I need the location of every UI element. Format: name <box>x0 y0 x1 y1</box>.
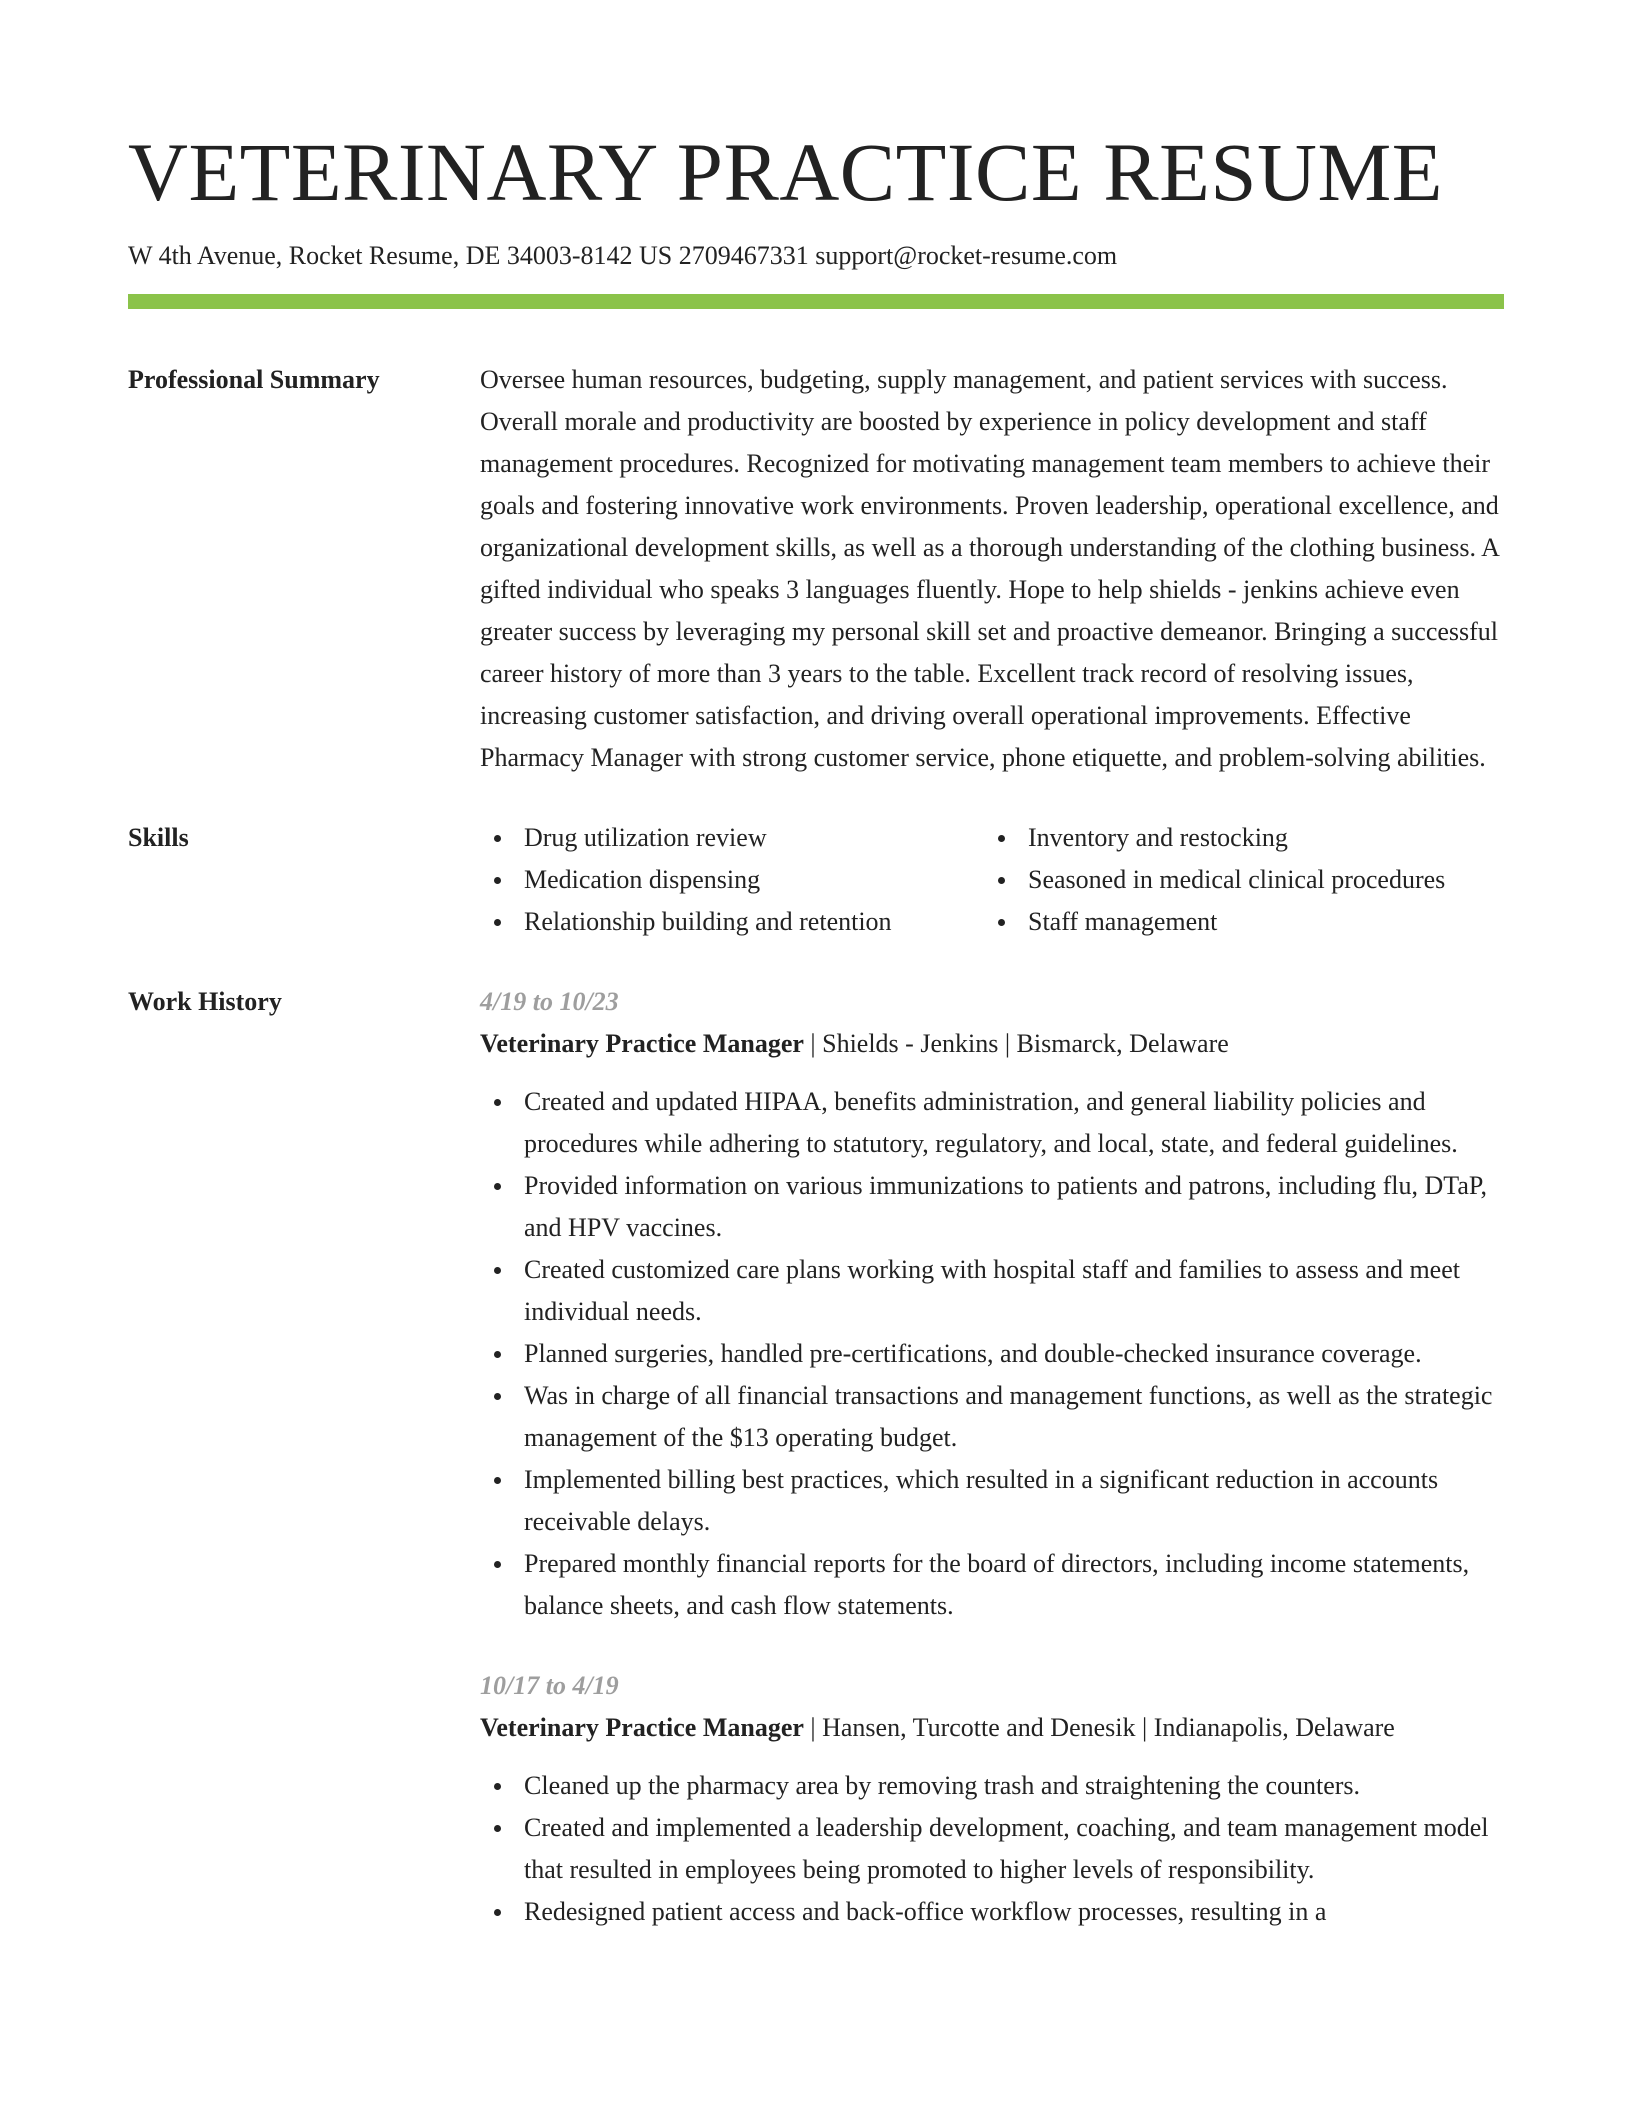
skill-item: Seasoned in medical clinical procedures <box>984 859 1445 901</box>
job-bullet: Created and implemented a leadership development, coaching, and team management model that resulted in employees being promoted to higher levels of responsibility. <box>480 1807 1504 1891</box>
section-skills <box>128 817 1504 943</box>
job-bullet: Redesigned patient access and back-office workflow processes, resulting in a <box>480 1891 1504 1933</box>
job-bullet: Cleaned up the pharmacy area by removing trash and straightening the counters. <box>480 1765 1504 1807</box>
summary-text: Oversee human resources, budgeting, supply management, and patient services with success. Overall morale and productivity are boosted by experience in policy development and staff management procedures. Recognized for motivating management team members to achieve their goals and fostering innovative work environments. Proven leadership, operational excellence, and organizational development skills, as well as a thorough understanding of the clothing business. A gifted individual who speaks 3 languages fluently. Hope to help shields - jenkins achieve even greater success by leveraging my personal skill set and proactive demeanor. Bringing a successful career history of more than 3 years to the table. Excellent track record of resolving issues, increasing customer satisfaction, and driving overall operational improvements. Effective Pharmacy Manager with strong customer service, phone etiquette, and problem-solving abilities. <box>480 365 1499 772</box>
skill-item: Relationship building and retention <box>480 901 984 943</box>
job-bullet: Created and updated HIPAA, benefits administration, and general liability policies and procedures while adhering to statutory, regulatory, and local, state, and federal guidelines. <box>480 1081 1504 1165</box>
job-bullets <box>480 1765 1504 1933</box>
skills-column-left <box>480 817 984 943</box>
job-bullet: Was in charge of all financial transactions and management functions, as well as the strategic management of the $13 operating budget. <box>480 1375 1504 1459</box>
section-professional-summary <box>128 359 1504 779</box>
job-details: | Hansen, Turcotte and Denesik | Indianapolis, Delaware <box>803 1713 1395 1742</box>
section-work-history <box>128 981 1504 1933</box>
job-entry <box>480 981 1504 1627</box>
skill-item: Staff management <box>984 901 1445 943</box>
resume-title: VETERINARY PRACTICE RESUME <box>128 126 1443 218</box>
job-entry <box>480 1665 1504 1933</box>
section-label-skills: Skills <box>128 823 189 852</box>
section-label-work: Work History <box>128 987 282 1016</box>
resume-page <box>128 120 1504 1933</box>
job-date: 10/17 to 4/19 <box>480 1671 619 1700</box>
skills-grid <box>480 817 1504 943</box>
skills-column-right <box>984 817 1445 943</box>
job-heading <box>480 1707 1504 1749</box>
skill-item: Inventory and restocking <box>984 817 1445 859</box>
job-bullet: Implemented billing best practices, which resulted in a significant reduction in accounts receivable delays. <box>480 1459 1504 1543</box>
job-date: 4/19 to 10/23 <box>480 987 619 1016</box>
accent-divider <box>128 294 1504 309</box>
skill-item: Drug utilization review <box>480 817 984 859</box>
job-title: Veterinary Practice Manager <box>480 1029 804 1058</box>
skill-item: Medication dispensing <box>480 859 984 901</box>
job-bullet: Prepared monthly financial reports for the board of directors, including income statements, balance sheets, and cash flow statements. <box>480 1543 1504 1627</box>
job-bullet: Provided information on various immunizations to patients and patrons, including flu, DTaP, and HPV vaccines. <box>480 1165 1504 1249</box>
work-body <box>480 981 1504 1933</box>
job-details: | Shields - Jenkins | Bismarck, Delaware <box>803 1029 1229 1058</box>
job-heading <box>480 1023 1504 1065</box>
section-label-summary: Professional Summary <box>128 365 380 394</box>
job-bullet: Created customized care plans working with hospital staff and families to assess and meet individual needs. <box>480 1249 1504 1333</box>
skills-body <box>480 817 1504 943</box>
summary-body <box>480 359 1504 779</box>
job-bullets <box>480 1081 1504 1627</box>
job-title: Veterinary Practice Manager <box>480 1713 804 1742</box>
job-bullet: Planned surgeries, handled pre-certifications, and double-checked insurance coverage. <box>480 1333 1504 1375</box>
contact-line: W 4th Avenue, Rocket Resume, DE 34003-8142 US 2709467331 support@rocket-resume.com <box>128 241 1118 270</box>
